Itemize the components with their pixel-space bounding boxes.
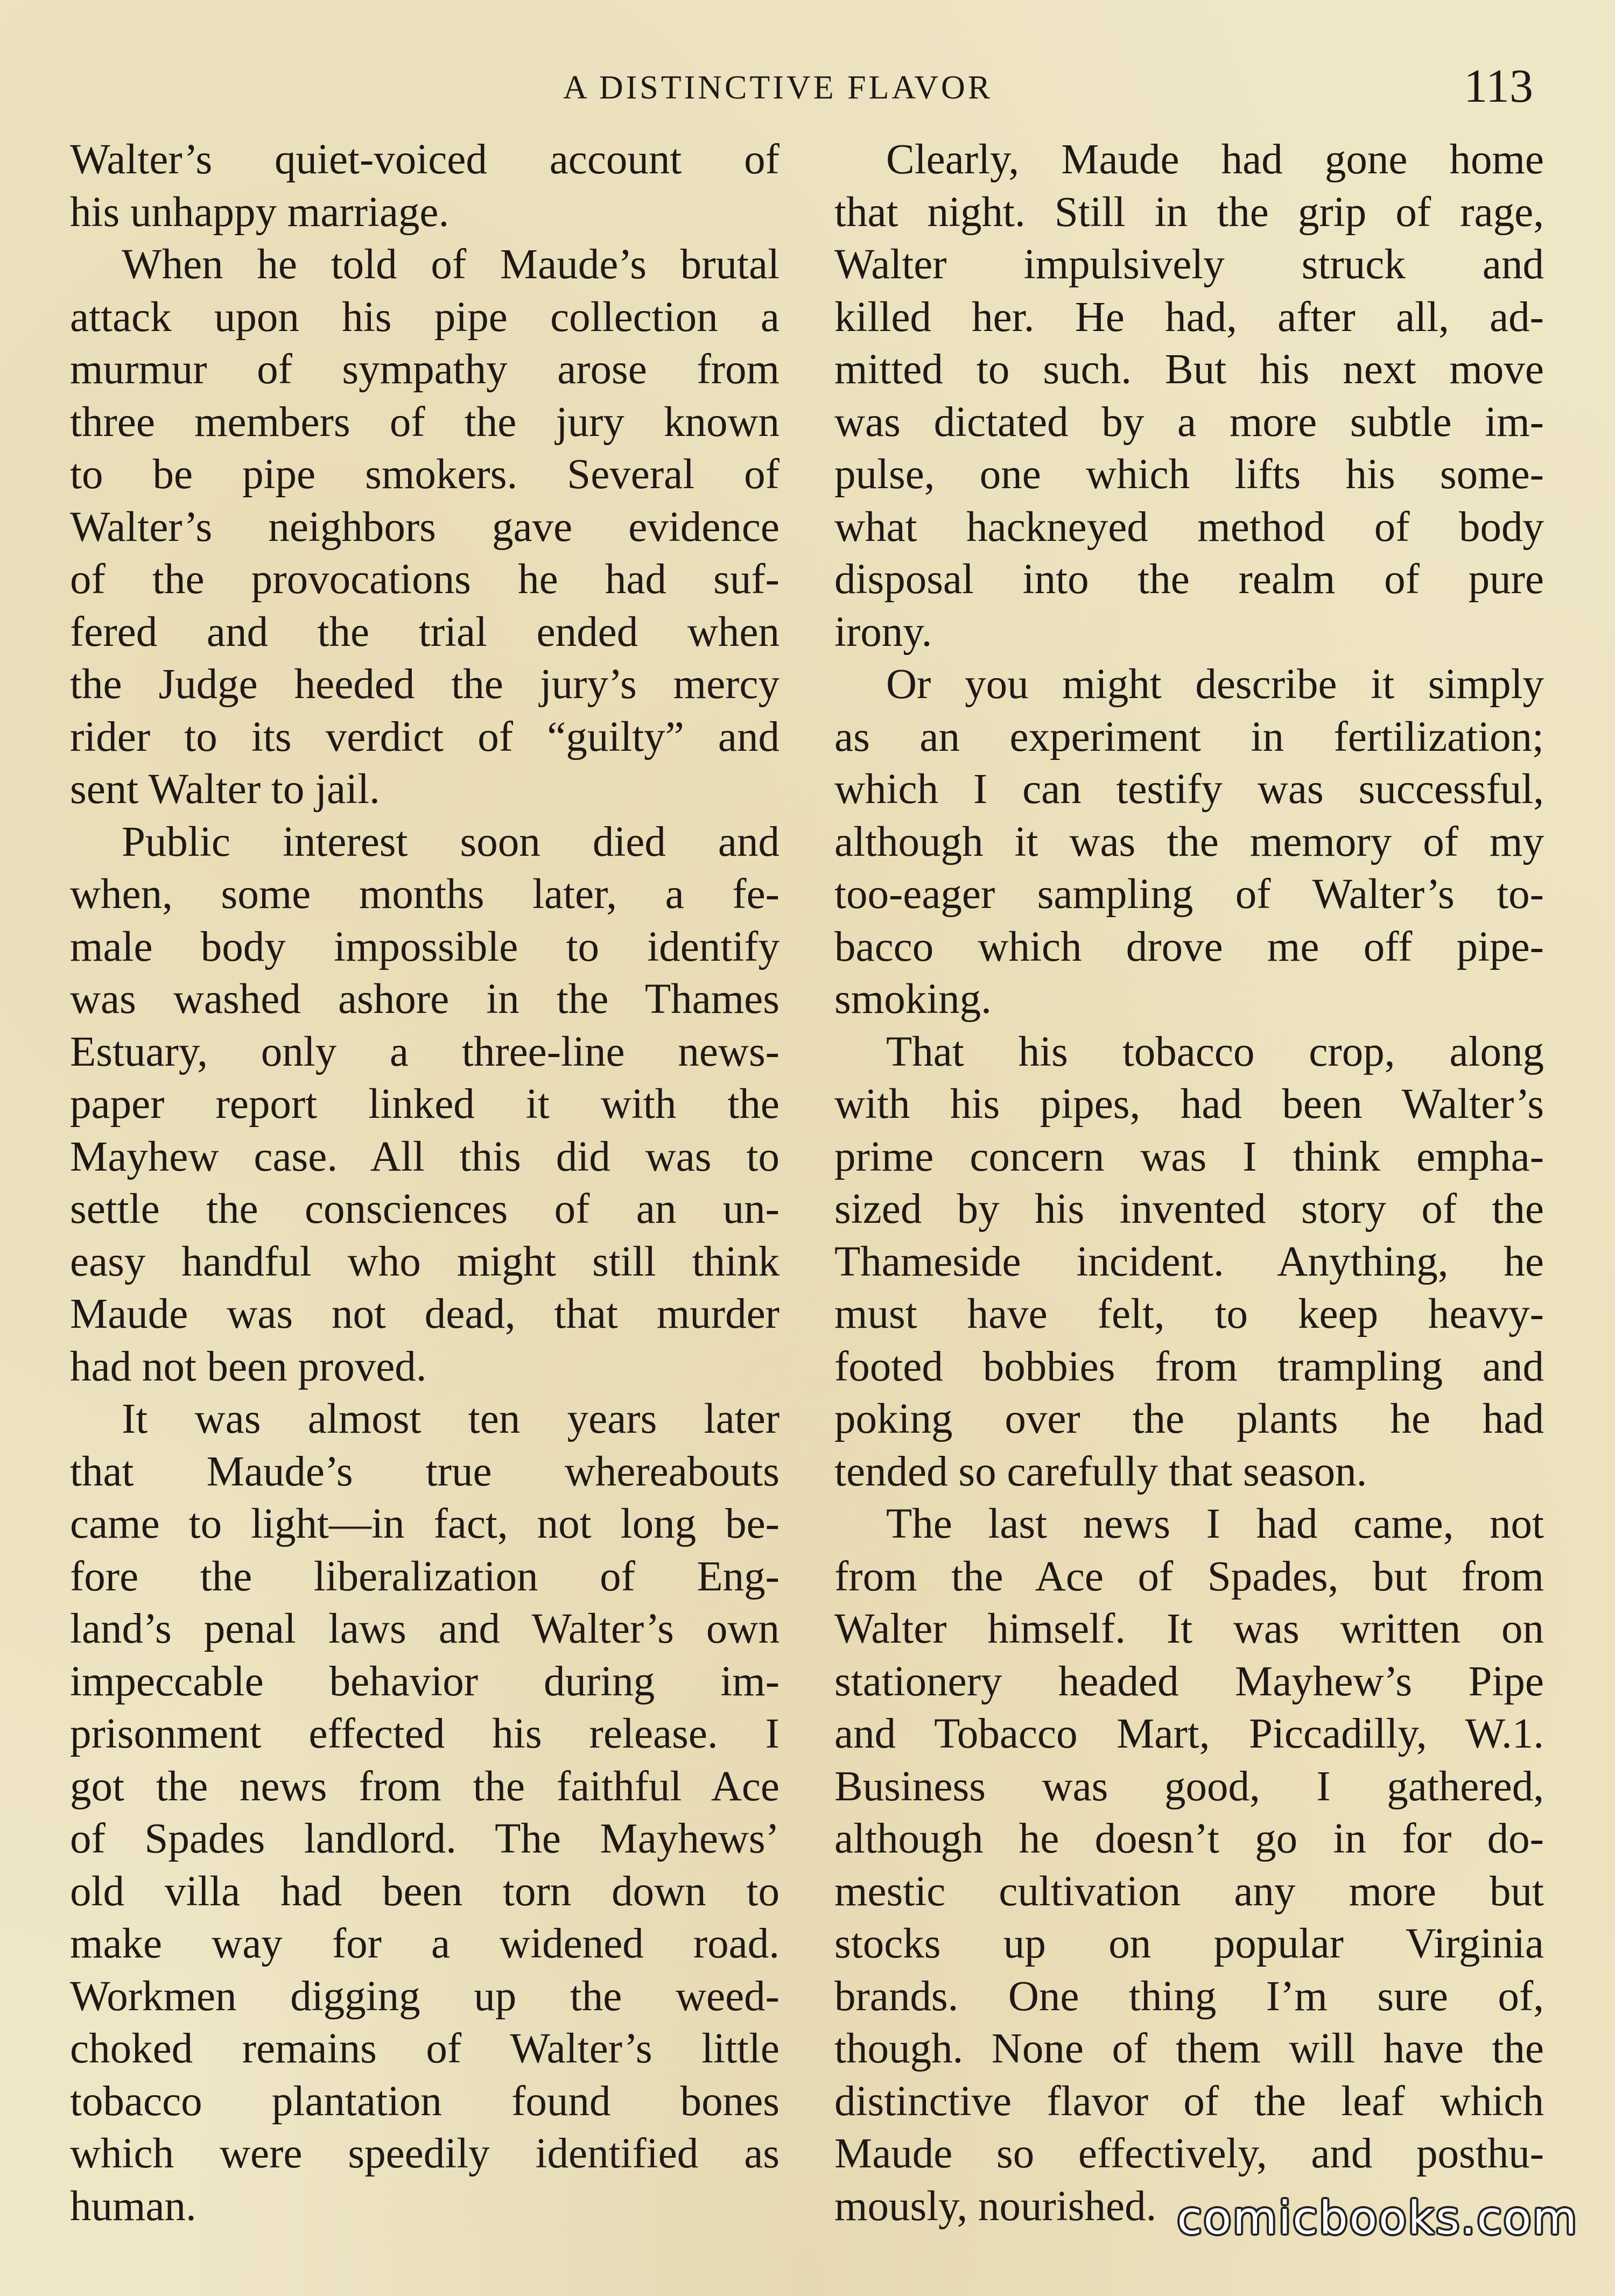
- text-line: mestic cultivation any more but: [834, 1868, 1544, 1915]
- text-line: with his pipes, had been Walter’s: [834, 1081, 1544, 1128]
- text-line: had not been proved.: [70, 1343, 427, 1390]
- running-head: A DISTINCTIVE FLAVOR: [563, 69, 993, 106]
- text-line: prime concern was I think empha-: [834, 1133, 1544, 1180]
- text-line: which were speedily identified as: [70, 2130, 780, 2177]
- text-line: Walter’s quiet-voiced account of: [70, 136, 780, 183]
- text-line: and Tobacco Mart, Piccadilly, W.1.: [834, 1710, 1544, 1757]
- text-line: killed her. He had, after all, ad-: [834, 293, 1544, 341]
- watermark: comicbooks.com: [1177, 2192, 1578, 2244]
- text-line: easy handful who might still think: [70, 1238, 780, 1285]
- text-line: Maude so effectively, and posthu-: [834, 2130, 1544, 2177]
- text-line: old villa had been torn down to: [70, 1868, 780, 1915]
- text-line: impeccable behavior during im-: [70, 1658, 780, 1705]
- text-line: smoking.: [834, 976, 992, 1023]
- text-line: Maude was not dead, that murder: [70, 1291, 780, 1337]
- text-line: too-eager sampling of Walter’s to-: [834, 871, 1544, 918]
- text-line: of Spades landlord. The Mayhews’: [70, 1815, 780, 1862]
- text-line: three members of the jury known: [70, 398, 780, 446]
- text-line: came to light—in fact, not long be-: [70, 1501, 780, 1547]
- text-line: Business was good, I gathered,: [834, 1763, 1544, 1810]
- text-line: attack upon his pipe collection a: [70, 293, 780, 341]
- text-line: fore the liberalization of Eng-: [70, 1553, 780, 1600]
- text-line: got the news from the faithful Ace: [70, 1763, 780, 1810]
- text-line: his unhappy marriage.: [70, 188, 450, 236]
- left-column: [70, 133, 780, 2232]
- text-line: though. None of them will have the: [834, 2025, 1544, 2072]
- text-line: settle the consciences of an un-: [70, 1186, 780, 1232]
- text-line: distinctive flavor of the leaf which: [834, 2077, 1544, 2125]
- text-line: mitted to such. But his next move: [834, 346, 1544, 393]
- text-line: brands. One thing I’m sure of,: [834, 1973, 1544, 2020]
- text-line: murmur of sympathy arose from: [70, 346, 780, 393]
- text-line: mously, nourished.: [834, 2182, 1157, 2230]
- text-line: although it was the memory of my: [834, 818, 1544, 865]
- text-line: pulse, one which lifts his some-: [834, 451, 1544, 498]
- text-line: prisonment effected his release. I: [70, 1710, 780, 1757]
- text-line: that Maude’s true whereabouts: [70, 1448, 780, 1495]
- text-line: must have felt, to keep heavy-: [834, 1291, 1544, 1337]
- text-line: Workmen digging up the weed-: [70, 1973, 780, 2020]
- text-line: That his tobacco crop, along: [886, 1028, 1544, 1075]
- text-line: Thameside incident. Anything, he: [834, 1238, 1544, 1285]
- text-line: was dictated by a more subtle im-: [834, 398, 1544, 446]
- text-line: sized by his invented story of the: [834, 1186, 1544, 1232]
- text-line: Walter’s neighbors gave evidence: [70, 503, 780, 551]
- text-line: footed bobbies from trampling and: [834, 1343, 1544, 1390]
- text-line: land’s penal laws and Walter’s own: [70, 1605, 780, 1652]
- text-line: tobacco plantation found bones: [70, 2077, 780, 2125]
- text-line: The last news I had came, not: [886, 1501, 1544, 1547]
- text-line: although he doesn’t go in for do-: [834, 1815, 1544, 1862]
- text-line: that night. Still in the grip of rage,: [834, 188, 1544, 236]
- text-line: irony.: [834, 608, 932, 656]
- text-line: stationery headed Mayhew’s Pipe: [834, 1658, 1544, 1705]
- text-line: which I can testify was successful,: [834, 766, 1544, 813]
- text-line: Walter himself. It was written on: [834, 1605, 1544, 1652]
- page-number: 113: [1464, 60, 1533, 112]
- text-line: as an experiment in fertilization;: [834, 713, 1544, 760]
- text-line: male body impossible to identify: [70, 923, 780, 970]
- text-line: when, some months later, a fe-: [70, 871, 780, 918]
- text-line: Walter impulsively struck and: [834, 241, 1544, 288]
- text-line: choked remains of Walter’s little: [70, 2025, 780, 2072]
- text-line: of the provocations he had suf-: [70, 556, 780, 603]
- text-line: from the Ace of Spades, but from: [834, 1553, 1544, 1600]
- text-line: to be pipe smokers. Several of: [70, 451, 780, 498]
- text-line: Estuary, only a three-line news-: [70, 1028, 780, 1075]
- text-line: was washed ashore in the Thames: [70, 976, 780, 1023]
- text-line: Clearly, Maude had gone home: [886, 136, 1544, 183]
- text-line: fered and the trial ended when: [70, 608, 780, 656]
- text-line: rider to its verdict of “guilty” and: [70, 713, 780, 760]
- text-line: stocks up on popular Virginia: [834, 1920, 1544, 1967]
- text-line: Mayhew case. All this did was to: [70, 1133, 780, 1180]
- text-line: the Judge heeded the jury’s mercy: [70, 661, 780, 708]
- text-line: bacco which drove me off pipe-: [834, 923, 1544, 970]
- right-column: [834, 133, 1544, 2232]
- text-line: disposal into the realm of pure: [834, 556, 1544, 603]
- text-line: sent Walter to jail.: [70, 766, 380, 813]
- text-line: make way for a widened road.: [70, 1920, 780, 1967]
- text-line: Or you might describe it simply: [886, 661, 1544, 708]
- text-line: Public interest soon died and: [122, 818, 780, 865]
- text-line: poking over the plants he had: [834, 1396, 1544, 1442]
- text-line: what hackneyed method of body: [834, 503, 1544, 551]
- text-line: paper report linked it with the: [70, 1081, 780, 1128]
- text-line: tended so carefully that season.: [834, 1448, 1367, 1495]
- text-line: When he told of Maude’s brutal: [122, 241, 780, 288]
- text-line: It was almost ten years later: [122, 1396, 780, 1442]
- text-line: human.: [70, 2182, 196, 2230]
